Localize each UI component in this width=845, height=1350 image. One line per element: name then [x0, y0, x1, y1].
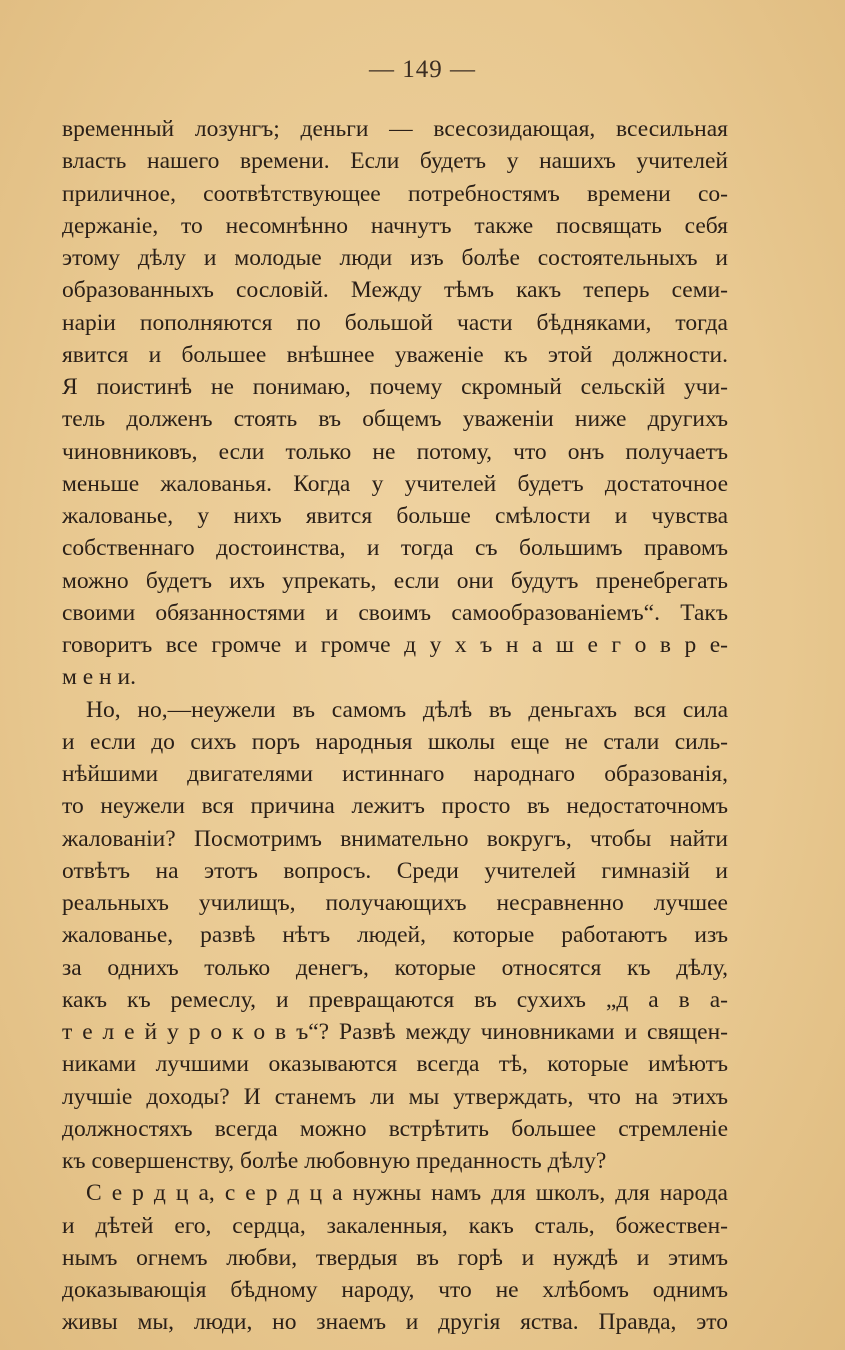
- text-line: и дѣтей его, сердца, закаленныя, какъ сталь, божествен-: [62, 1212, 728, 1239]
- text-line: м е н и.: [62, 664, 136, 691]
- text-line: наріи пополняются по большой части бѣдняками, тогда: [62, 309, 728, 336]
- text-line: этому дѣлу и молодые люди изъ болѣе состоятельныхъ и: [62, 245, 728, 271]
- text-line: отвѣтъ на этотъ вопросъ. Среди учителей гимназій и: [62, 857, 728, 884]
- text-line: къ совершенству, болѣе любовную преданность дѣлу?: [62, 1148, 607, 1174]
- page-number: — 149 —: [369, 56, 476, 83]
- text-line: можно будетъ ихъ упрекать, если они будутъ пренебрегать: [62, 567, 728, 594]
- text-line: то неужели вся причина лежитъ просто въ недостаточномъ: [62, 793, 728, 820]
- text-line: за однихъ только денегъ, которые относятся къ дѣлу,: [62, 954, 728, 981]
- text-line: тель долженъ стоять въ общемъ уваженіи ниже другихъ: [62, 406, 728, 433]
- text-line: реальныхъ училищъ, получающихъ несравненно лучшее: [62, 890, 728, 916]
- text-line: приличное, соотвѣтствующее потребностямъ времени со-: [62, 180, 728, 207]
- text-line: власть нашего времени. Если будетъ у нашихъ учителей: [62, 148, 728, 175]
- text-line: чиновниковъ, если только не потому, что онъ получаетъ: [62, 438, 728, 465]
- text-line: жалованіи? Посмотримъ внимательно вокругъ, чтобы найти: [62, 825, 728, 852]
- text-line: держаніе, то несомнѣнно начнутъ также посвящать себя: [62, 212, 728, 239]
- text-line: и если до сихъ поръ народныя школы еще не стали силь-: [62, 728, 728, 755]
- text-line: собственнаго достоинства, и тогда съ большимъ правомъ: [62, 535, 728, 562]
- text-line: живы мы, люди, но знаемъ и другія яства. Правда, это: [62, 1309, 728, 1336]
- text-line: Я поистинѣ не понимаю, почему скромный сельскій учи-: [62, 374, 728, 400]
- text-line: С е р д ц а, с е р д ц а нужны намъ для школъ, для народа: [86, 1180, 728, 1207]
- text-line: говоритъ все громче и громче д у х ъ н а ш е г о в р е-: [62, 632, 728, 658]
- text-line: нѣйшими двигателями истиннаго народнаго образованія,: [62, 761, 728, 787]
- text-line: своими обязанностями и своимъ самообразованіемъ“. Такъ: [62, 599, 728, 626]
- text-line: т е л е й у р о к о в ъ“? Развѣ между чиновниками и священ-: [62, 1019, 728, 1045]
- body-text: [62, 113, 728, 1339]
- text-line: жалованье, развѣ нѣтъ людей, которые работаютъ изъ: [62, 922, 728, 949]
- text-line: меньше жалованья. Когда у учителей будетъ достаточное: [62, 470, 728, 497]
- text-line: доказывающія бѣдному народу, что не хлѣбомъ однимъ: [62, 1277, 728, 1303]
- text-line: жалованье, у нихъ явится больше смѣлости и чувства: [62, 503, 728, 529]
- text-line: какъ къ ремеслу, и превращаются въ сухихъ „д а в а-: [62, 986, 728, 1013]
- text-line: лучшіе доходы? И станемъ ли мы утверждать, что на этихъ: [62, 1083, 728, 1110]
- text-line: явится и большее внѣшнее уваженіе къ этой должности.: [62, 341, 728, 368]
- text-line: временный лозунгъ; деньги — всесозидающая, всесильная: [62, 116, 728, 142]
- text-line: образованныхъ сословій. Между тѣмъ какъ теперь семи-: [62, 277, 728, 304]
- text-line: нымъ огнемъ любви, твердыя въ горѣ и нуждѣ и этимъ: [62, 1244, 728, 1271]
- text-line: никами лучшими оказываются всегда тѣ, которые имѣютъ: [62, 1051, 728, 1078]
- text-line: должностяхъ всегда можно встрѣтить большее стремленіе: [62, 1115, 728, 1142]
- text-line: Но, но,—неужели въ самомъ дѣлѣ въ деньгахъ вся сила: [86, 696, 728, 723]
